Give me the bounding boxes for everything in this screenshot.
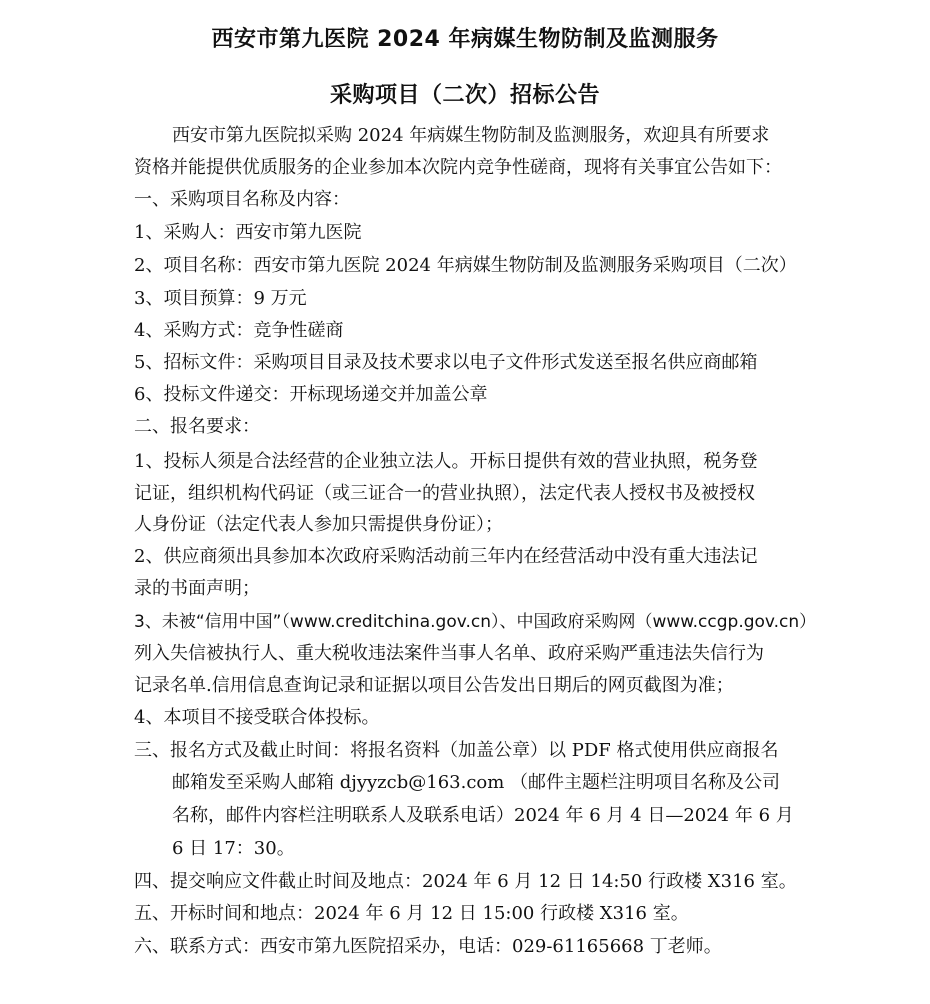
section1-item-4: 4、采购方式：竞争性磋商 [134,320,344,341]
section2-item-3-line-1: 3、未被“信用中国”（www.creditchina.gov.cn）、中国政府采购网（www.ccgp.gov.cn） [134,612,817,632]
section2-item-2-line-2: 录的书面声明； [134,578,260,599]
section2-item-3-line-2: 列入失信被执行人、重大税收违法案件当事人名单、政府采购严重违法失信行为 [134,643,764,664]
section5-opening: 五、开标时间和地点：2024 年 6 月 12 日 15:00 行政楼 X316 室。 [134,903,689,924]
section3-line-2: 邮箱发至采购人邮箱 djyyzcb@163.com （邮件主题栏注明项目名称及公司 [172,772,781,793]
intro-line-1: 西安市第九医院拟采购 2024 年病媒生物防制及监测服务，欢迎具有所要求 [172,125,770,146]
section4-deadline: 四、提交响应文件截止时间及地点：2024 年 6 月 12 日 14:50 行政楼 X316 室。 [134,871,797,892]
intro-line-2: 资格并能提供优质服务的企业参加本次院内竞争性磋商，现将有关事宜公告如下： [134,157,782,178]
section2-item-2-line-1: 2、供应商须出具参加本次政府采购活动前三年内在经营活动中没有重大违法记 [134,546,758,567]
section6-contact: 六、联系方式：西安市第九医院招采办，电话：029-61165668 丁老师。 [134,936,722,957]
section1-item-2: 2、项目名称：西安市第九医院 2024 年病媒生物防制及监测服务采购项目（二次） [134,255,797,276]
section1-heading: 一、采购项目名称及内容： [134,189,350,210]
section1-item-6: 6、投标文件递交：开标现场递交并加盖公章 [134,384,488,405]
section2-item-1-line-1: 1、投标人须是合法经营的企业独立法人。开标日提供有效的营业执照，税务登 [134,451,758,472]
section1-item-1: 1、采购人：西安市第九医院 [134,222,362,243]
section3-line-4: 6 日 17：30。 [172,838,295,859]
section2-item-4: 4、本项目不接受联合体投标。 [134,707,380,728]
title-line-2: 采购项目（二次）招标公告 [329,83,600,108]
section3-line-3: 名称，邮件内容栏注明联系人及联系电话）2024 年 6 月 4 日—2024 年 6 月 [172,805,794,826]
section2-heading: 二、报名要求： [134,416,260,437]
section1-item-5: 5、招标文件：采购项目目录及技术要求以电子文件形式发送至报名供应商邮箱 [134,352,758,373]
section2-item-1-line-2: 记证，组织机构代码证（或三证合一的营业执照），法定代表人授权书及被授权 [134,483,755,504]
section2-item-1-line-3: 人身份证（法定代表人参加只需提供身份证）； [134,514,503,535]
section2-item-3-line-3: 记录名单.信用信息查询记录和证据以项目公告发出日期后的网页截图为准； [134,675,734,696]
section1-item-3: 3、项目预算：9 万元 [134,288,307,309]
section3-line-1: 三、报名方式及截止时间：将报名资料（加盖公章）以 PDF 格式使用供应商报名 [134,740,779,761]
title-line-1: 西安市第九医院 2024 年病媒生物防制及监测服务 [211,27,719,52]
